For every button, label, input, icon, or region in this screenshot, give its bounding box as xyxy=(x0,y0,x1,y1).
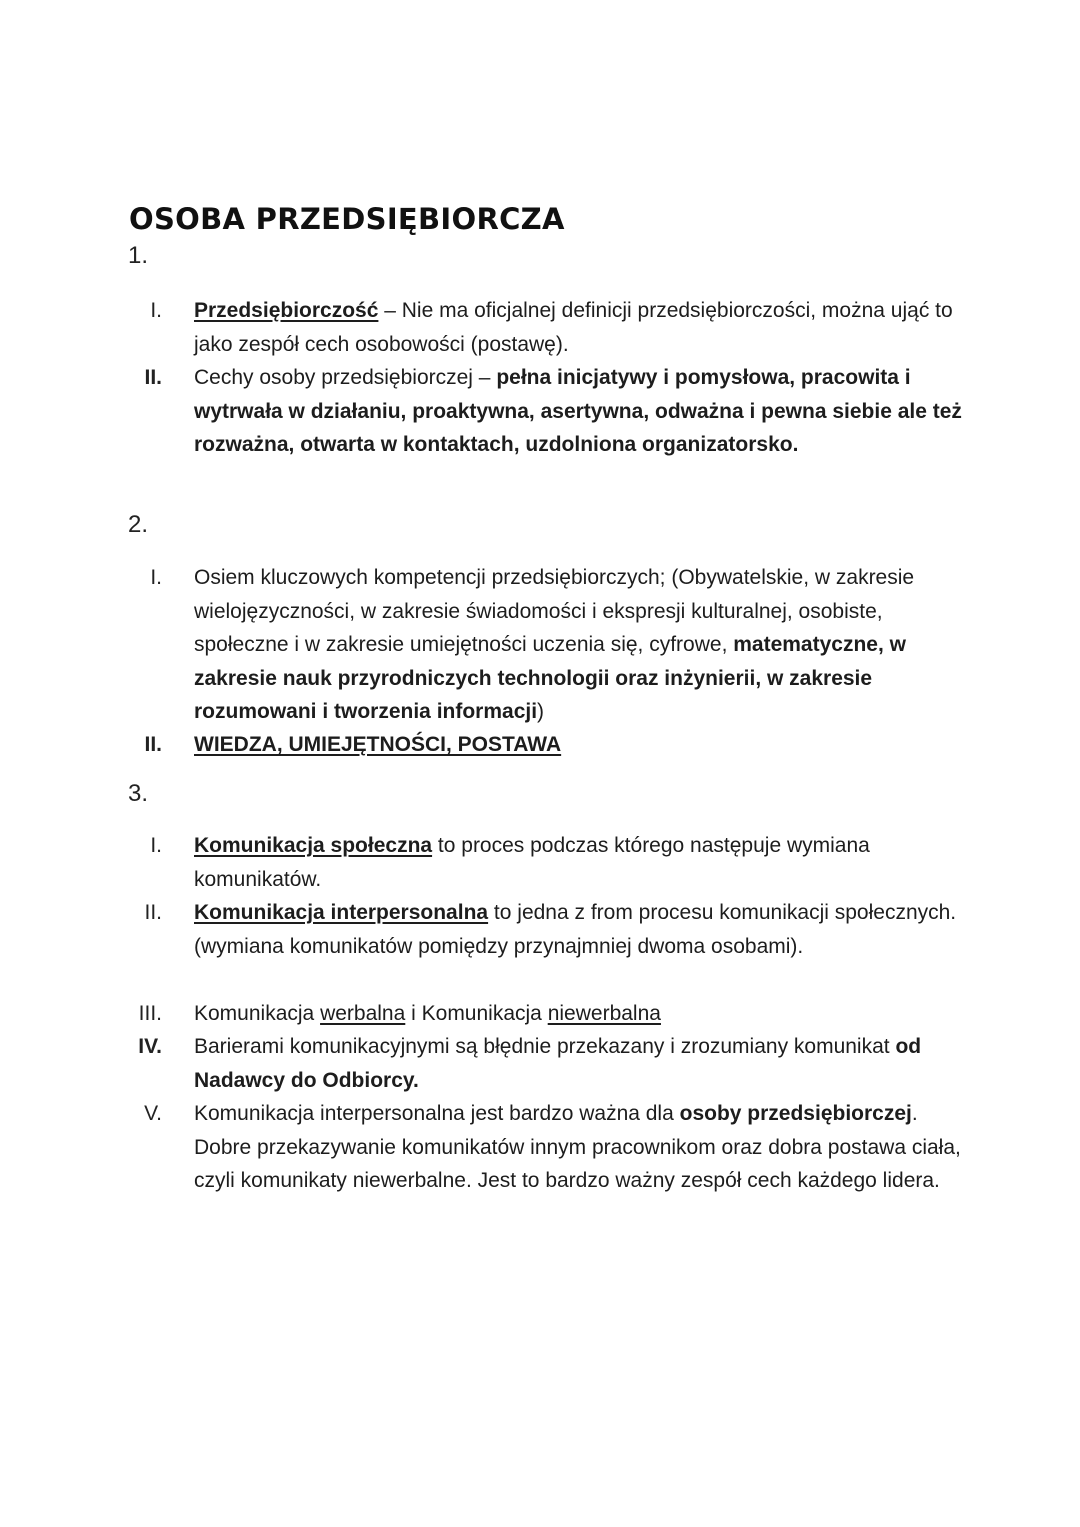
text-run: Komunikacja xyxy=(194,1002,321,1025)
item-text xyxy=(194,1030,964,1097)
roman-numeral: I. xyxy=(150,566,162,589)
item-text xyxy=(194,294,964,361)
text-run: – Nie ma oficjalnej definicji przedsiębiorczości, można ująć to jako zespół cech osobowości (postawę). xyxy=(194,299,953,356)
item-text xyxy=(194,896,964,963)
item-text xyxy=(194,997,964,1031)
underlined-run: niewerbalna xyxy=(547,1002,661,1025)
section-number: 1. xyxy=(128,242,149,269)
text-run: Komunikacja interpersonalna jest bardzo ważna dla xyxy=(194,1102,680,1125)
term: Komunikacja interpersonalna xyxy=(194,901,489,924)
section-number: 2. xyxy=(128,511,149,538)
text-run: ) xyxy=(537,700,545,723)
item-text xyxy=(194,1097,964,1198)
bold-run: osoby przedsiębiorczej xyxy=(679,1102,912,1125)
roman-numeral: III. xyxy=(138,1002,162,1025)
bold-run: od Nadawcy do Odbiorcy. xyxy=(194,1035,922,1092)
term: Komunikacja społeczna xyxy=(194,834,433,857)
roman-numeral: II. xyxy=(144,901,162,924)
underlined-run: werbalna xyxy=(320,1002,406,1025)
text-run: to jedna z from procesu komunikacji społecznych. (wymiana komunikatów pomiędzy przynajmniej dwoma osobami). xyxy=(194,901,957,958)
bold-run: pełna inicjatywy i pomysłowa, pracowita i wytrwała w działaniu, proaktywna, asertywna, odważna i pewna siebie ale też rozważna, otwarta w kontaktach, uzdolniona organizatorsko. xyxy=(194,366,962,456)
term: WIEDZA, UMIEJĘTNOŚCI, POSTAWA xyxy=(194,733,562,756)
item-text xyxy=(194,561,964,729)
text-run: Osiem kluczowych kompetencji przedsiębiorczych; (Obywatelskie, w zakresie wielojęzyczności, w zakresie świadomości i ekspresji kulturalnej, osobiste, społeczne i w zakresie umiejętności uczenia się, cyfrowe, xyxy=(194,566,915,656)
roman-numeral: IV. xyxy=(138,1035,162,1058)
item-text xyxy=(194,361,964,462)
roman-numeral: V. xyxy=(144,1102,162,1125)
page-title: OSOBA PRZEDSIĘBIORCZA xyxy=(129,202,565,237)
text-run: . Dobre przekazywanie komunikatów innym pracownikom oraz dobra postawa ciała, czyli komunikaty niewerbalne. Jest to bardzo ważny zespół cech każdego lidera. xyxy=(194,1102,961,1192)
term: Przedsiębiorczość xyxy=(194,299,379,322)
roman-numeral: II. xyxy=(144,733,162,756)
text-run: Cechy osoby przedsiębiorczej – xyxy=(194,366,497,389)
text-run: Barierami komunikacyjnymi są błędnie przekazany i zrozumiany komunikat xyxy=(194,1035,896,1058)
text-run: to proces podczas którego następuje wymiana komunikatów. xyxy=(194,834,870,891)
item-text xyxy=(194,829,964,896)
roman-numeral: I. xyxy=(150,299,162,322)
section-number: 3. xyxy=(128,780,149,807)
roman-numeral: I. xyxy=(150,834,162,857)
text-run: i Komunikacja xyxy=(405,1002,548,1025)
bold-run: matematyczne, w zakresie nauk przyrodniczych technologii oraz inżynierii, w zakresie rozumowani i tworzenia informacji xyxy=(194,633,906,723)
item-text xyxy=(194,728,964,762)
roman-numeral: II. xyxy=(144,366,162,389)
